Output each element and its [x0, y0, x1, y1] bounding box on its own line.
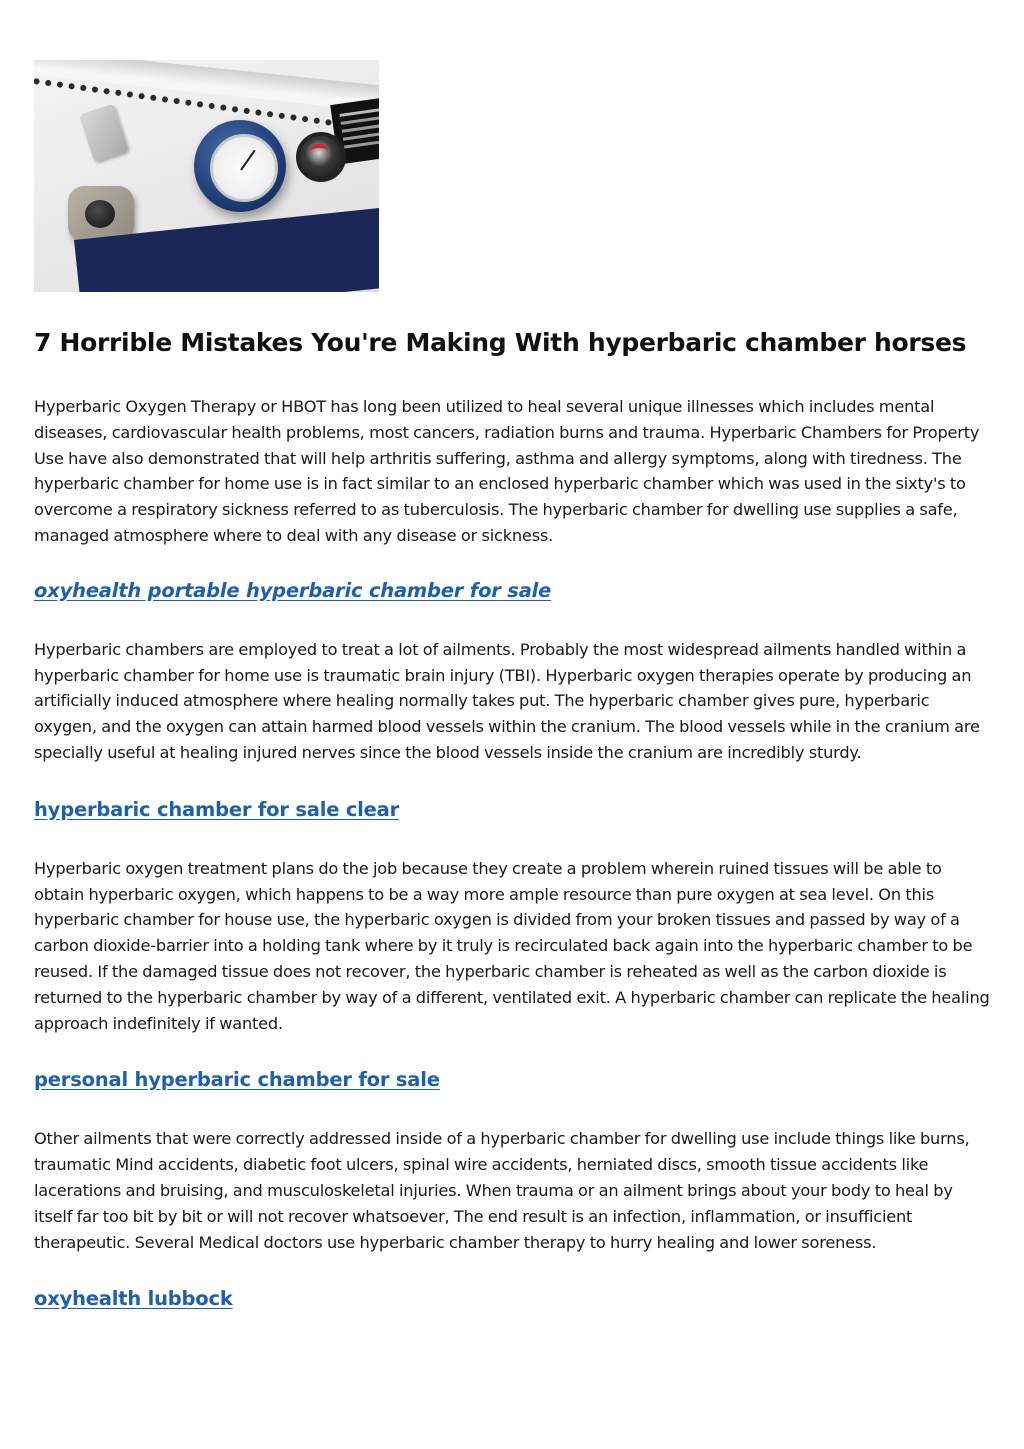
section-paragraph: Other ailments that were correctly addressed inside of a hyperbaric chamber for dwelling use include things like burns, traumatic Mind accidents, diabetic foot ulcers, spinal wire accidents, herniated discs, smooth tissue accidents like lacerations and bruising, and musculoskeletal injuries. When trauma or an ailment brings about your body to heal by itself far too bit by bit or will not recover whatsoever, The end result is an infection, inflammation, or insufficient therapeutic. Several Medical doctors use hyperbaric chamber therapy to hurry healing and lower soreness.: [34, 1129, 970, 1252]
section-link-oxyhealth-portable[interactable]: oxyhealth portable hyperbaric chamber for sale: [34, 578, 552, 602]
section-paragraph: Hyperbaric oxygen treatment plans do the job because they create a problem wherein ruined tissues will be able to obtain hyperbaric oxygen, which happens to be a way more ample resource than pure oxygen at sea level. On this hyperbaric chamber for house use, the hyperbaric oxygen is divided from your broken tissues and passed by way of a carbon dioxide-barrier into a holding tank where by it truly is recirculated back again into the hyperbaric chamber to be reused. If the damaged tissue does not recover, the hyperbaric chamber is reheated as well as the carbon dioxide is returned to the hyperbaric chamber by way of a different, ventilated exit. A hyperbaric chamber can replicate the healing approach indefinitely if wanted.: [34, 858, 990, 1033]
section-link-oxyhealth-lubbock[interactable]: oxyhealth lubbock: [34, 1287, 233, 1311]
section-paragraph: Hyperbaric chambers are employed to treat a lot of ailments. Probably the most widespread ailments handled within a hyperbaric chamber for home use is traumatic brain injury (TBI). Hyperbaric oxygen therapies operate by producing an artificially induced atmosphere where healing normally takes put. The hyperbaric chamber gives pure, hyperbaric oxygen, and the oxygen can attain harmed blood vessels within the cranium. The blood vessels while in the cranium are specially useful at healing injured nerves since the blood vessels inside the cranium are incredibly sturdy.: [34, 639, 980, 762]
knob-icon: [68, 186, 134, 242]
hero-image: [34, 60, 379, 292]
section-heading: [34, 1285, 990, 1313]
section-link-personal-chamber[interactable]: personal hyperbaric chamber for sale: [34, 1068, 440, 1092]
section-link-chamber-clear[interactable]: hyperbaric chamber for sale clear: [34, 797, 400, 821]
section-heading: [34, 577, 990, 605]
section-heading: [34, 1066, 990, 1094]
section-heading: [34, 796, 990, 824]
document-page: [34, 60, 990, 1313]
tag-icon: [79, 104, 129, 163]
intro-paragraph: Hyperbaric Oxygen Therapy or HBOT has long been utilized to heal several unique illnesses which includes mental diseases, cardiovascular health problems, most cancers, radiation burns and trauma. Hyperbaric Chambers for Property Use have also demonstrated that will help arthritis suffering, asthma and allergy symptoms, along with tiredness. The hyperbaric chamber for home use is in fact similar to an enclosed hyperbaric chamber which was used in the sixty's to overcome a respiratory sickness referred to as tuberculosis. The hyperbaric chamber for dwelling use supplies a safe, managed atmosphere where to deal with any disease or sickness.: [34, 397, 980, 545]
gauge-face-icon: [210, 134, 278, 202]
valve-icon: [296, 132, 346, 182]
page-title: 7 Horrible Mistakes You're Making With hyperbaric chamber horses: [34, 328, 967, 357]
